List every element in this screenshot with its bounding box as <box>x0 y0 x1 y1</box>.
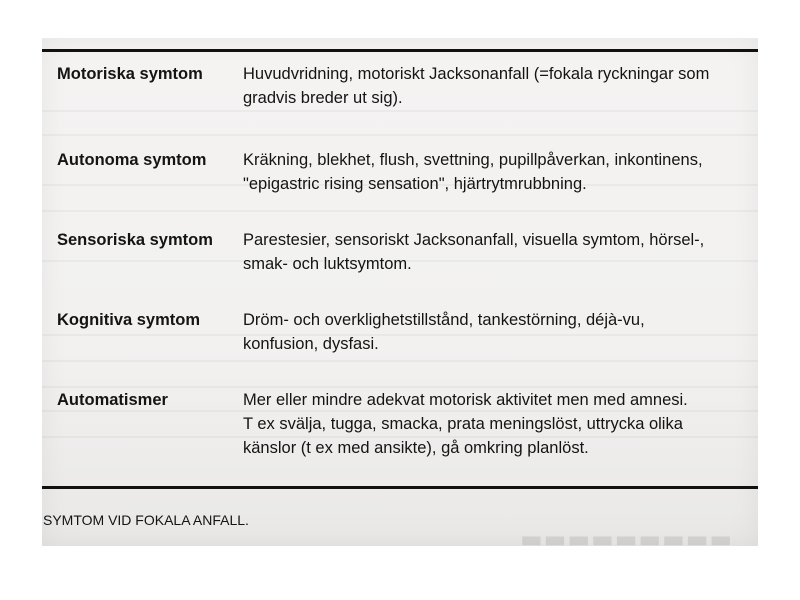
show-through-line <box>42 110 758 112</box>
row-term: Autonoma symtom <box>57 151 207 169</box>
table-top-rule <box>42 49 758 52</box>
row-description <box>243 62 753 110</box>
row-term: Kognitiva symtom <box>57 311 201 329</box>
show-through-line <box>42 360 758 362</box>
description-line: konfusion, dysfasi. <box>243 335 379 353</box>
description-line: smak- och luktsymtom. <box>243 255 412 273</box>
description-line: Huvudvridning, motoriskt Jacksonanfall (=fokala ryckningar som <box>243 65 710 83</box>
description-line: Parestesier, sensoriskt Jacksonanfall, visuella symtom, hörsel-, <box>243 231 705 249</box>
show-through-line <box>42 210 758 212</box>
row-description <box>243 308 753 356</box>
row-description <box>243 148 753 196</box>
row-description <box>243 388 753 460</box>
show-through-line <box>42 134 758 136</box>
row-description <box>243 228 753 276</box>
description-line: T ex svälja, tugga, smacka, prata meningslöst, uttrycka olika <box>243 415 683 433</box>
description-line: Dröm- och overklighetstillstånd, tankestörning, déjà-vu, <box>243 311 645 329</box>
description-line: "epigastric rising sensation", hjärtrytmrubbning. <box>243 175 587 193</box>
row-term: Motoriska symtom <box>57 65 203 83</box>
row-term: Sensoriska symtom <box>57 231 213 249</box>
description-line: Kräkning, blekhet, flush, svettning, pupillpåverkan, inkontinens, <box>243 151 703 169</box>
description-line: Mer eller mindre adekvat motorisk aktivitet men med amnesi. <box>243 391 688 409</box>
scanned-page <box>42 38 758 546</box>
row-term: Automatismer <box>57 391 168 409</box>
description-line: gradvis breder ut sig). <box>243 89 403 107</box>
description-line: känslor (t ex med ansikte), gå omkring planlöst. <box>243 439 589 457</box>
table-caption: SYMTOM VID FOKALA ANFALL. <box>43 512 249 528</box>
show-through-heading: ▬▬▬▬▬▬▬▬▬ <box>520 525 734 546</box>
table-bottom-rule <box>42 486 758 489</box>
